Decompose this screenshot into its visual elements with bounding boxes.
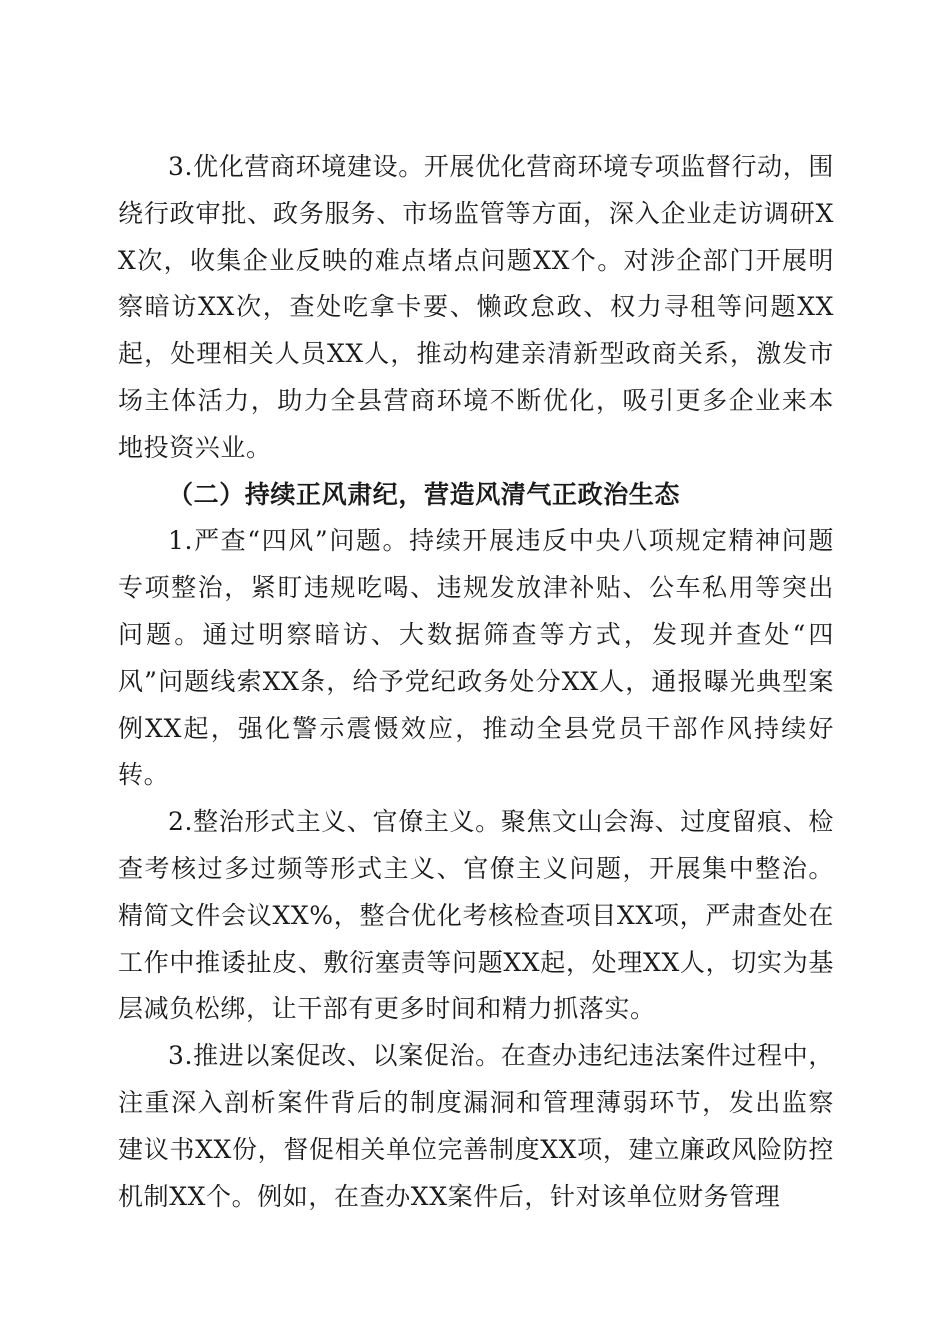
paragraph-business-environment: 3.优化营商环境建设。开展优化营商环境专项监督行动，围绕行政审批、政务服务、市场监管等方面，深入企业走访调研XX次，收集企业反映的难点堵点问题XX个。对涉企部门开展明察暗访XX次，查处吃拿卡要、懒政怠政、权力寻租等问题XX起，处理相关人员XX人，推动构建亲清新型政商关系，激发市场主体活力，助力全县营商环境不断优化，吸引更多企业来本地投资兴业。 (118, 152, 834, 462)
section-heading-discipline: （二）持续正风肃纪，营造风清气正政治生态 (168, 479, 681, 509)
paragraph-four-winds: 1.严查“四风”问题。持续开展违反中央八项规定精神问题专项整治，紧盯违规吃喝、违规发放津补贴、公车私用等突出问题。通过明察暗访、大数据筛查等方式，发现并查处“四风”问题线索XX条，给予党纪政务处分XX人，通报曝光典型案例XX起，强化警示震慑效应，推动全县党员干部作风持续好转。 (118, 526, 834, 790)
document-body (118, 144, 834, 1220)
paragraph-formalism: 2.整治形式主义、官僚主义。聚焦文山会海、过度留痕、检查考核过多过频等形式主义、官僚主义问题，开展集中整治。精简文件会议XX%，整合优化考核检查项目XX项，严肃查处在工作中推诿扯皮、敷衍塞责等问题XX起，处理XX人，切实为基层减负松绑，让干部有更多时间和精力抓落实。 (118, 807, 834, 1024)
paragraph-case-reform: 3.推进以案促改、以案促治。在查办违纪违法案件过程中，注重深入剖析案件背后的制度漏洞和管理薄弱环节，发出监察建议书XX份，督促相关单位完善制度XX项，建立廉政风险防控机制XX个。例如，在查办XX案件后，针对该单位财务管理 (118, 1041, 834, 1211)
